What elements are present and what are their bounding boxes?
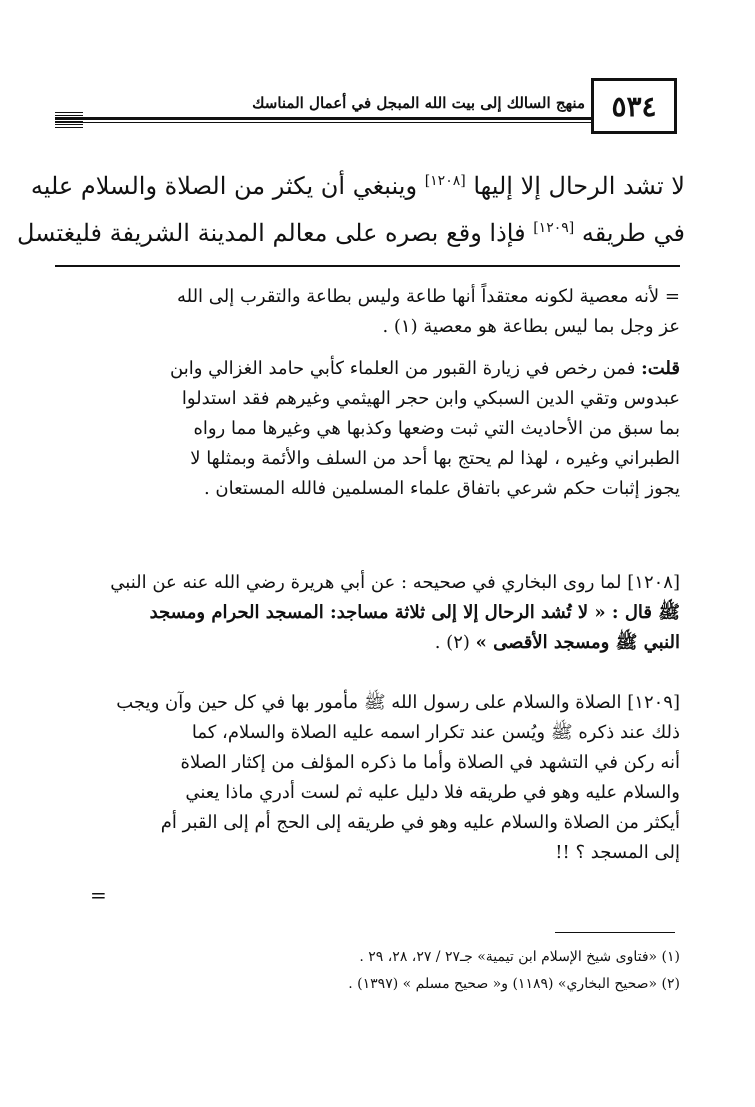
running-title: منهج السالك إلى بيت الله المبجل في أعمال المناسك [252, 94, 585, 112]
comment-paragraph-2 [80, 354, 680, 504]
text-segment: ﷺ قال : [611, 602, 680, 623]
note-1208 [80, 568, 680, 658]
text-line: بما سبق من الأحاديث التي ثبت وضعها وكذبها هي وغيرها مما رواه [193, 418, 680, 439]
footnote: (١) «فتاوى شيخ الإسلام ابن تيمية» جـ٢٧ / ٢٧، ٢٨، ٢٩ . [359, 949, 680, 965]
header-rule-thick [55, 117, 591, 120]
main-text-line-1 [30, 160, 685, 207]
text-segment: لما روى البخاري في صحيحه : عن أبي هريرة رضي الله عنه عن النبي [110, 572, 622, 593]
text-line: = لأنه معصية لكونه معتقداً أنها طاعة وليس بطاعة والتقرب إلى الله [176, 286, 680, 307]
header-rule-thin [55, 122, 591, 123]
hadith-text: « لا تُشد الرحال إلا إلى ثلاثة مساجد: المسجد الحرام ومسجد [149, 602, 606, 623]
main-text-segment: في طريقه [581, 219, 685, 247]
hadith-text: النبي ﷺ ومسجد الأقصى » [475, 632, 680, 653]
note-number: [١٢٠٩] [627, 692, 680, 713]
note-number: [١٢٠٨] [627, 572, 680, 593]
text-segment: الصلاة والسلام على رسول الله ﷺ مأمور بها في كل حين وآن ويجب [116, 692, 622, 713]
text-line: عز وجل بما ليس بطاعة هو معصية (١) . [382, 316, 680, 337]
main-text-segment: فإذا وقع بصره على معالم المدينة الشريفة فليغتسل [16, 219, 526, 247]
main-text-separator [55, 265, 680, 267]
text-line [80, 354, 680, 384]
text-line [80, 568, 680, 598]
text-line: الطبراني وغيره ، لهذا لم يحتج بها أحد من السلف والأئمة وبمثلها لا [190, 448, 680, 469]
continuation-mark: = [90, 883, 107, 907]
comment-paragraph-1 [80, 282, 680, 342]
running-header [55, 78, 677, 138]
page-number: ٥٣٤ [611, 89, 657, 123]
text-line [80, 688, 680, 718]
main-text-segment: وينبغي أن يكثر من الصلاة والسلام عليه [30, 172, 418, 200]
footnote-rule [555, 932, 675, 933]
text-line: أيكثر من الصلاة والسلام عليه وهو في طريقه إلى الحج أم إلى القبر أم [160, 812, 680, 833]
text-line [80, 598, 680, 628]
note-ref-1209: [١٢٠٩] [533, 220, 575, 236]
note-ref-1208: [١٢٠٨] [424, 173, 466, 189]
text-line: ذلك عند ذكره ﷺ ويُسن عند تكرار اسمه عليه الصلاة والسلام، كما [191, 722, 680, 743]
text-line: والسلام عليه وهو في طريقه فلا دليل عليه ثم لست أدري ماذا يعني [185, 782, 680, 803]
text-line: أنه ركن في التشهد في الصلاة وأما ما ذكره المؤلف من إكثار الصلاة [180, 752, 680, 773]
footnote: (٢) «صحيح البخاري» (١١٨٩) و« صحيح مسلم » (١٣٩٧) . [348, 976, 680, 992]
main-text-line-2 [16, 207, 685, 254]
footnote-ref: (٢) . [434, 632, 470, 653]
text-line: يجوز إثبات حكم شرعي باتفاق علماء المسلمين فالله المستعان . [203, 478, 680, 499]
text-line: عبدوس وتقي الدين السبكي وابن حجر الهيثمي وغيرهم فقد استدلوا [181, 388, 680, 409]
qultu-label: قلت: [641, 358, 680, 379]
text-segment: فمن رخص في زيارة القبور من العلماء كأبي حامد الغزالي وابن [170, 358, 636, 379]
commentary [80, 282, 680, 516]
page-number-box [591, 78, 677, 134]
header-rule-ornament [55, 112, 83, 130]
main-text-segment: لا تشد الرحال إلا إليها [473, 172, 685, 200]
text-line: إلى المسجد ؟ !! [555, 842, 680, 863]
footnotes [80, 944, 680, 998]
text-line [80, 628, 680, 658]
note-1209 [80, 688, 680, 868]
